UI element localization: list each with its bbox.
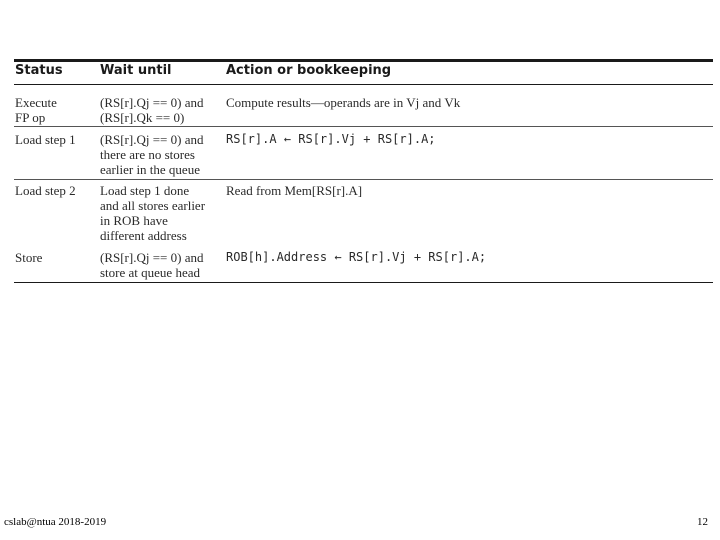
row-2-action: RS[r].A ← RS[r].Vj + RS[r].A; (226, 132, 436, 146)
header-wait-until: Wait until (100, 63, 172, 78)
row-4-wait: (RS[r].Qj == 0) and store at queue head (100, 250, 204, 280)
header-action: Action or bookkeeping (226, 63, 392, 78)
row-1-status: Execute FP op (15, 95, 57, 125)
table-bottom-rule (14, 282, 713, 283)
row-2-divider (14, 179, 713, 180)
row-2-wait: (RS[r].Qj == 0) and there are no stores earlier in the queue (100, 132, 204, 177)
row-1-divider (14, 126, 713, 127)
page-number: 12 (697, 516, 708, 528)
row-1-action: Compute results—operands are in Vj and Vk (226, 95, 461, 110)
row-2-status: Load step 1 (15, 132, 76, 147)
row-3-status: Load step 2 (15, 183, 76, 198)
row-1-wait: (RS[r].Qj == 0) and (RS[r].Qk == 0) (100, 95, 204, 125)
header-status: Status (15, 63, 63, 78)
row-3-wait: Load step 1 done and all stores earlier in ROB have different address (100, 183, 206, 243)
footer-source: cslab@ntua 2018-2019 (4, 516, 107, 528)
row-3-action: Read from Mem[RS[r].A] (226, 183, 363, 198)
row-4-status: Store (15, 250, 43, 265)
table-top-rule (14, 59, 713, 62)
header-rule (14, 84, 713, 85)
row-4-action: ROB[h].Address ← RS[r].Vj + RS[r].A; (226, 250, 487, 264)
